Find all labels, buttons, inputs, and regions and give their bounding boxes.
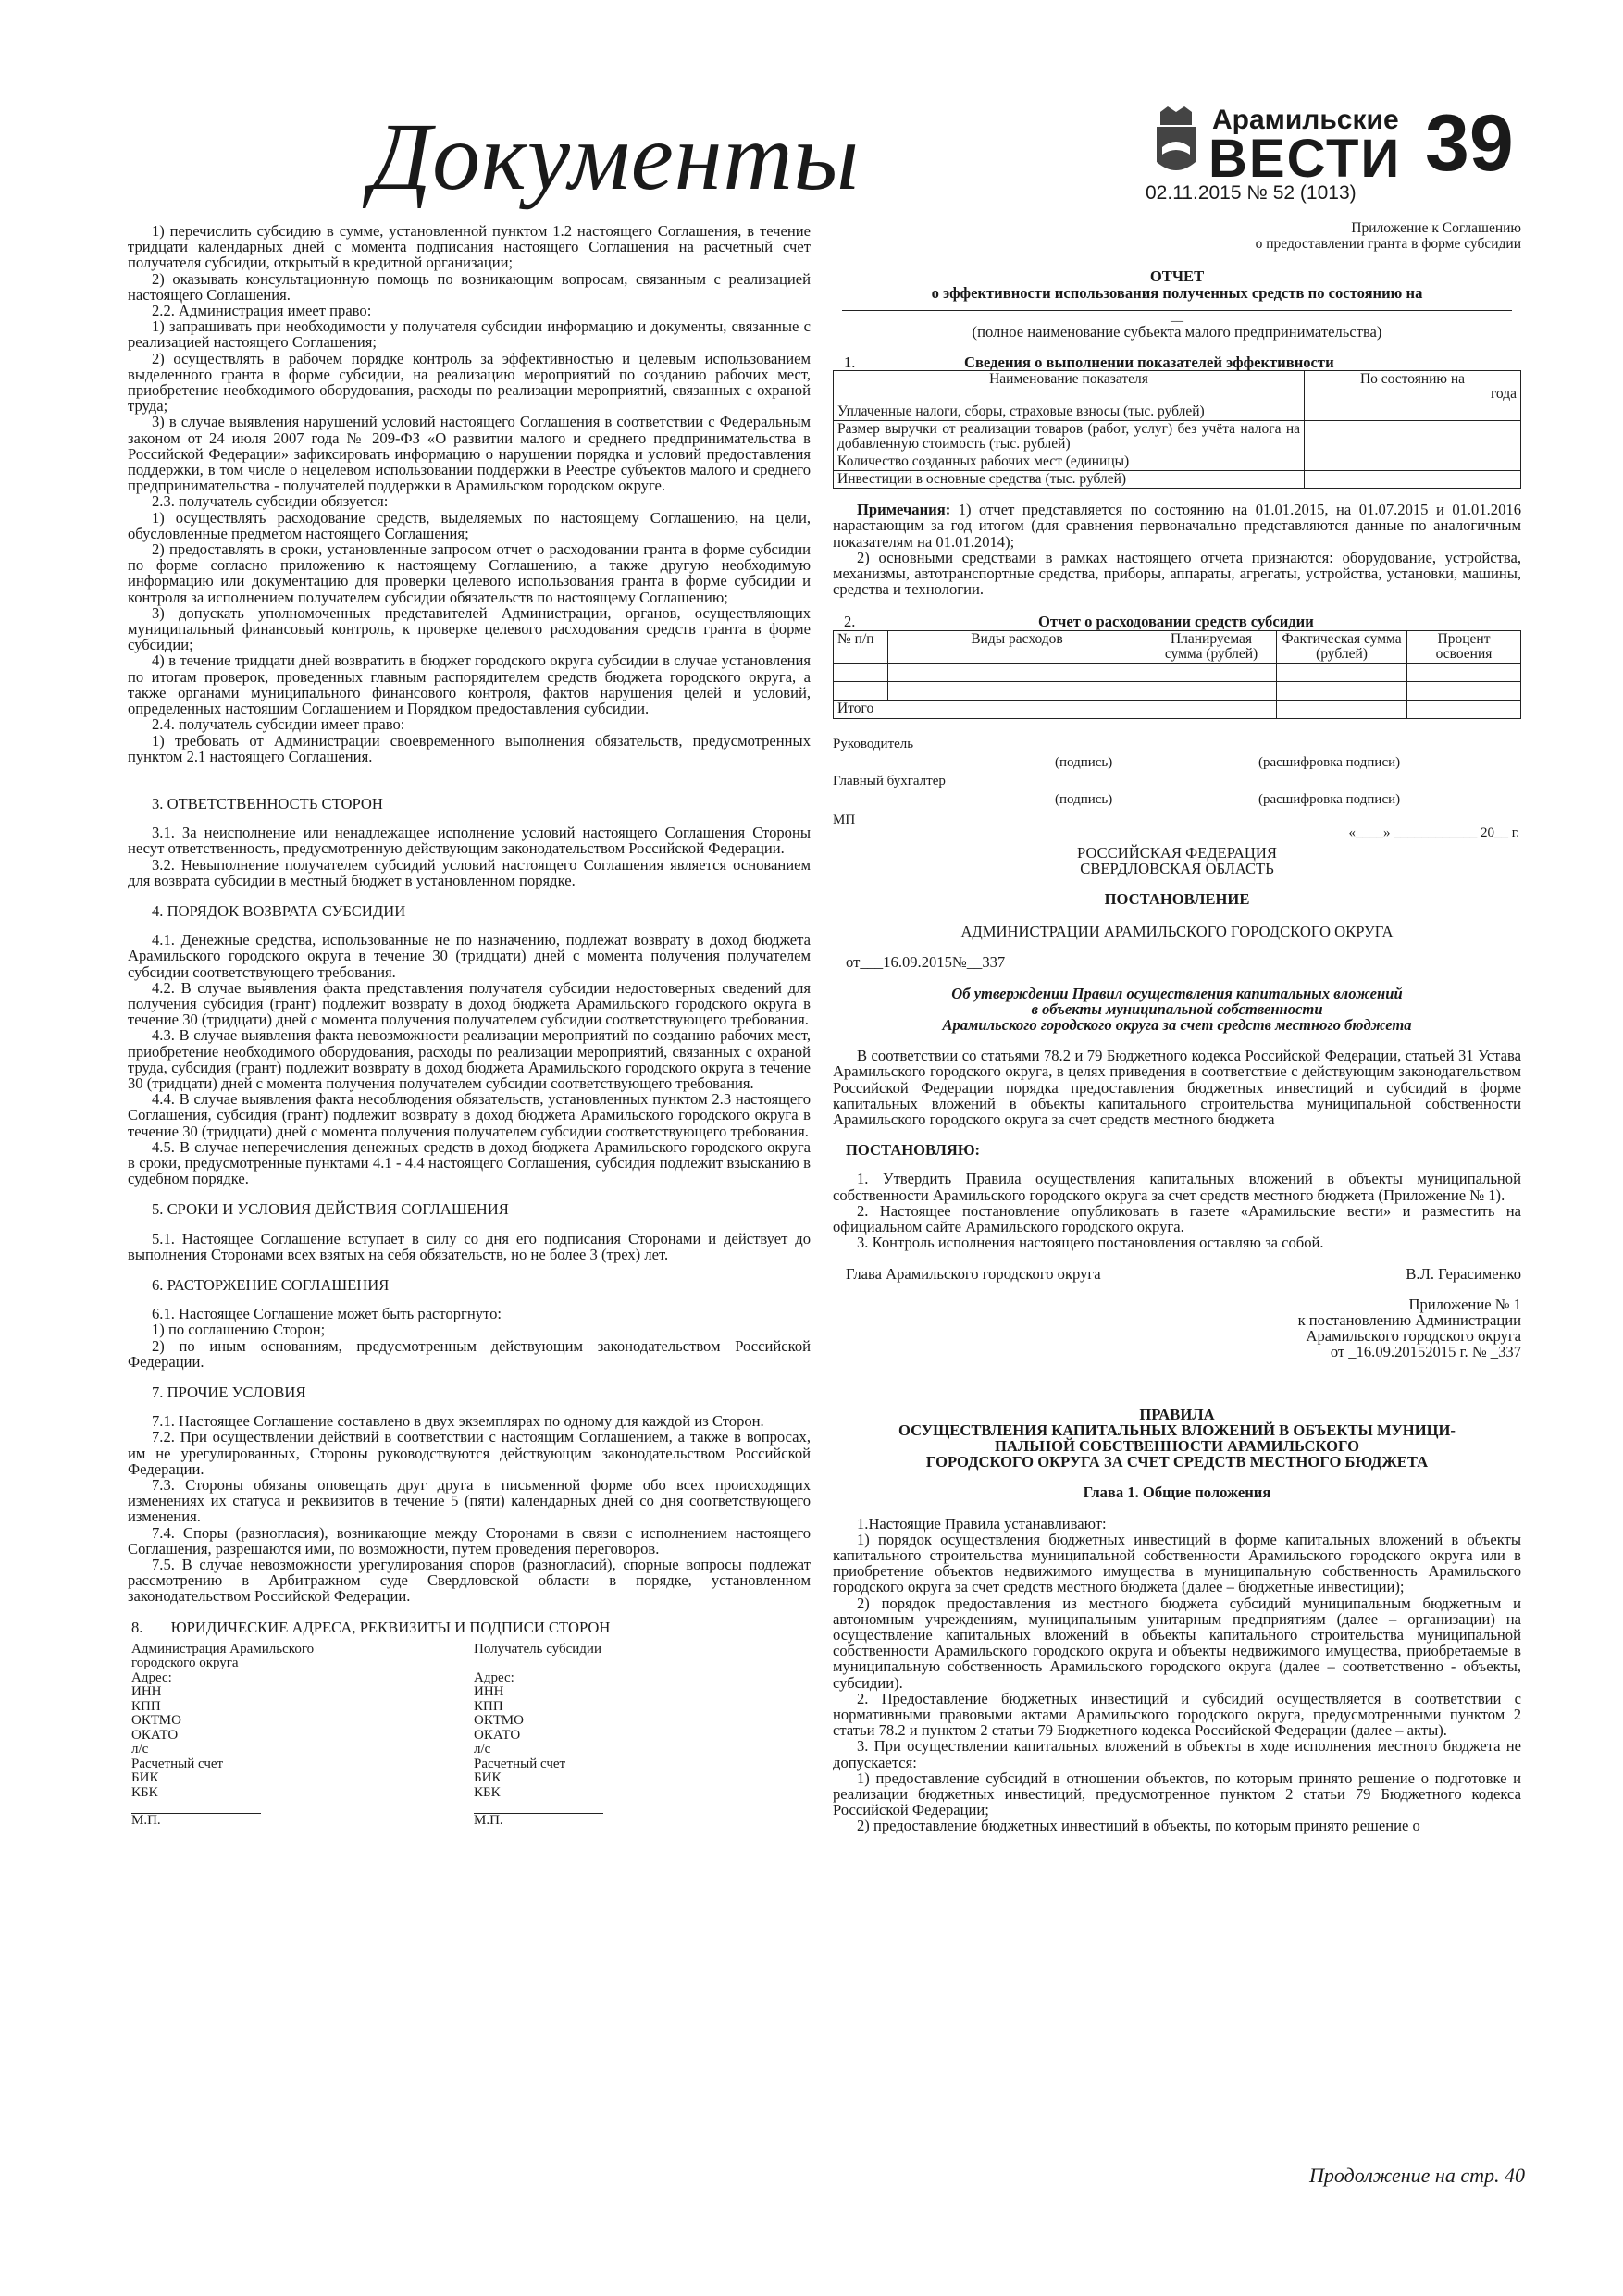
table-cell[interactable] bbox=[1277, 700, 1407, 718]
req-line: Адрес: bbox=[131, 1669, 172, 1685]
table-row bbox=[834, 700, 1521, 718]
table-row bbox=[834, 630, 1521, 663]
paragraph: 1) запрашивать при необходимости у получателя субсидии информацию и документы, связанные с реализацией настоящего Соглашения; bbox=[128, 317, 811, 352]
rules-title: ОСУЩЕСТВЛЕНИЯ КАПИТАЛЬНЫХ ВЛОЖЕНИЙ В ОБЪЕКТЫ МУНИЦИ- bbox=[898, 1421, 1456, 1439]
table-row bbox=[834, 421, 1521, 453]
table-cell[interactable] bbox=[1407, 663, 1521, 681]
signature-label: Руководитель bbox=[833, 736, 914, 751]
paragraph: 2.3. получатель субсидии обязуется: bbox=[152, 492, 389, 511]
signature-caption: (подпись) bbox=[1055, 754, 1113, 770]
paragraph: 6.1. Настоящее Соглашение может быть расторгнуто: bbox=[152, 1305, 502, 1323]
table-header-cell bbox=[1305, 371, 1521, 403]
rules-title: ПРАВИЛА bbox=[1139, 1405, 1215, 1423]
signature-row bbox=[833, 1266, 1521, 1282]
signature-caption: (расшифровка подписи) bbox=[1258, 791, 1401, 807]
page-number: 39 bbox=[1425, 99, 1514, 188]
paragraph: 1) требовать от Администрации своевременного выполнения обязательств, предусмотренных пунктом 2.1 настоящего Соглашения. bbox=[128, 731, 811, 765]
table-cell[interactable] bbox=[1277, 663, 1407, 681]
logo-small-text: Арамильские bbox=[1212, 105, 1399, 135]
table-number: 2. bbox=[844, 613, 856, 631]
table-row bbox=[834, 371, 1521, 403]
paragraph: 4.1. Денежные средства, использованные не по назначению, подлежат возврату в доход бюджета Арамильского городского округа в течение 30 (тридцати) дней с момента получения получателем субсидии соответствующего требования. bbox=[128, 931, 811, 981]
table-cell[interactable] bbox=[1277, 681, 1407, 700]
table-header-cell: № п/п bbox=[834, 630, 888, 663]
paragraph: 1) осуществлять расходование средств, выделяемых по настоящему Соглашению, на цели, обусловленные предметом настоящего Соглашения; bbox=[128, 508, 811, 542]
annex-line: о предоставлении гранта в форме субсидии bbox=[1255, 236, 1521, 253]
paragraph: 2) оказывать консультационную помощь по возникающим вопросам, связанным с реализацией настоящего Соглашения. bbox=[128, 269, 811, 304]
section-heading: 6. РАСТОРЖЕНИЕ СОГЛАШЕНИЯ bbox=[152, 1275, 390, 1294]
table-cell[interactable] bbox=[1305, 453, 1521, 471]
table-cell: Инвестиции в основные средства (тыс. рублей) bbox=[834, 471, 1305, 489]
paragraph: 3) допускать уполномоченных представителей Администрации, органов, осуществляющих муниципальный финансовый контроль, к проверке целевого расходования средств гранта в форме субсидии; bbox=[128, 603, 811, 654]
table-cell[interactable] bbox=[834, 663, 888, 681]
table-cell[interactable] bbox=[1305, 403, 1521, 421]
stamp-label: М.П. bbox=[474, 1813, 503, 1829]
country-heading: РОССИЙСКАЯ ФЕДЕРАЦИЯ bbox=[1077, 843, 1277, 862]
req-line: ИНН bbox=[131, 1684, 162, 1700]
table-header-cell: Наименование показателя bbox=[834, 371, 1305, 403]
req-line: л/с bbox=[131, 1742, 149, 1757]
req-line: БИК bbox=[131, 1770, 159, 1786]
paragraph: 5.1. Настоящее Соглашение вступает в силу со дня его подписания Сторонами и действует до выполнения Сторонами всех взятых на себя обязательств, но не более 3 (трех) лет. bbox=[128, 1229, 811, 1263]
req-line: БИК bbox=[474, 1770, 502, 1786]
paragraph: 4.3. В случае выявления факта невозможности реализации мероприятий по созданию рабочих мест, приобретение необходимого оборудования, расходы по реализации мероприятий, связанных с охраной труда, субсидия (грант) подлежит возврату в доход бюджета Арамильского городского округа в течение 30 (тридцати) дней с момента получения получателем субсидии соответствующего требования. bbox=[128, 1026, 811, 1092]
rules-title: ПАЛЬНОЙ СОБСТВЕННОСТИ АРАМИЛЬСКОГО bbox=[994, 1436, 1360, 1455]
paragraph: 4.4. В случае выявления факта несоблюдения обязательств, установленных пунктом 2.3 настоящего Соглашения, субсидия (грант) подлежит возврату в доход бюджета Арамильского городского округа в течение 30 (тридцати) дней с момента получения получателем субсидии соответствующего требования. bbox=[128, 1090, 811, 1140]
table-cell[interactable] bbox=[888, 663, 1146, 681]
table-cell[interactable] bbox=[1146, 700, 1277, 718]
paragraph: 7.5. В случае невозможности урегулирования споров (разногласий), спорные вопросы подлежат рассмотрению в Арбитражном суде Свердловской области в порядке, установленном законодательством Российской Федерации. bbox=[128, 1556, 811, 1606]
paragraph: 7.3. Стороны обязаны оповещать друг друга в письменной форме обо всех происходящих изменениях их статуса и реквизитов в течение 5 (пяти) календарных дней со дня соответствующего изменения. bbox=[128, 1476, 811, 1526]
table-title: Сведения о выполнении показателей эффективности bbox=[964, 354, 1334, 372]
table-row bbox=[834, 663, 1521, 681]
right-column bbox=[833, 220, 1521, 1834]
req-line: Расчетный счет bbox=[131, 1756, 224, 1771]
annex-line: Приложение к Соглашению bbox=[1351, 220, 1521, 236]
note-label: Примечания: bbox=[857, 501, 951, 519]
rules-title: ГОРОДСКОГО ОКРУГА ЗА СЧЕТ СРЕДСТВ МЕСТНОГО БЮДЖЕТА bbox=[925, 1453, 1429, 1471]
table-header-cell: Процент освоения bbox=[1407, 630, 1521, 663]
signature-line bbox=[131, 1800, 261, 1814]
table-cell: Уплаченные налоги, сборы, страховые взносы (тыс. рублей) bbox=[834, 403, 1305, 421]
req-line: Адрес: bbox=[474, 1669, 514, 1685]
section-title: Документы bbox=[370, 104, 861, 210]
paragraph: 3.2. Невыполнение получателем субсидий условий настоящего Соглашения является основанием для возврата субсидии в местный бюджет в установленном порядке. bbox=[128, 855, 811, 889]
table-cell[interactable] bbox=[1146, 663, 1277, 681]
req-line: Расчетный счет bbox=[474, 1756, 566, 1771]
table-cell[interactable] bbox=[1305, 471, 1521, 489]
table-cell[interactable] bbox=[888, 681, 1146, 700]
paragraph: 2.4. получатель субсидии имеет право: bbox=[152, 715, 405, 734]
table-header-cell: Виды расходов bbox=[888, 630, 1146, 663]
paragraph: 2) предоставлять в сроки, установленные запросом отчет о расходовании гранта в форме субсидии по форме согласно приложению к настоящему Соглашению, а также другую необходимую информацию или документацию для проверки целевого использования гранта в форме субсидии и контроля за исполнением получателем субсидии обязательств по настоящему Соглашению; bbox=[128, 540, 811, 606]
table1-caption bbox=[833, 354, 1521, 370]
table-row bbox=[834, 453, 1521, 471]
section-heading: 3. ОТВЕТСТВЕННОСТЬ СТОРОН bbox=[152, 794, 383, 813]
header-line: По состоянию на bbox=[1359, 371, 1466, 388]
req-line: ОКАТО bbox=[131, 1727, 179, 1743]
paragraph: 7.2. При осуществлении действий в соответствии с настоящим Соглашением, а также в вопросах, им не урегулированных, Стороны руководствуются действующим законодательством Российской Федерации. bbox=[128, 1428, 811, 1478]
table-cell: Количество созданных рабочих мест (единицы) bbox=[834, 453, 1305, 471]
note-text: 1) отчет представляется по состоянию на 01.01.2015, на 01.07.2015 и 01.01.2016 нарастающим за год итогом (для сравнения первоначально представляются данные по аналогичным показателям на 01.01.2014); bbox=[833, 501, 1521, 551]
paragraph: 2) предоставление бюджетных инвестиций в объекты, по которым принято решение о bbox=[857, 1817, 1420, 1835]
decree-subject: Об утверждении Правил осуществления капитальных вложений bbox=[951, 984, 1403, 1002]
section-heading bbox=[128, 1620, 811, 1635]
paragraph: 3.1. За неисполнение или ненадлежащее исполнение условий настоящего Соглашения Стороны несут ответственность, предусмотренную действующим законодательством Российской Федерации. bbox=[128, 824, 811, 858]
table-header-cell: Планируемая сумма (рублей) bbox=[1146, 630, 1277, 663]
signature-label: Главный бухгалтер bbox=[833, 773, 946, 788]
table-cell[interactable] bbox=[1305, 421, 1521, 453]
signature-caption: (расшифровка подписи) bbox=[1258, 754, 1401, 770]
req-line: ОКТМО bbox=[131, 1713, 181, 1729]
appendix-line: Приложение № 1 bbox=[1408, 1295, 1521, 1313]
paragraph: 3. Контроль исполнения настоящего постановления оставляю за собой. bbox=[857, 1234, 1324, 1252]
report-title: ОТЧЕТ bbox=[1149, 267, 1205, 286]
table-header-cell: Фактическая сумма (рублей) bbox=[1277, 630, 1407, 663]
decree-title: ПОСТАНОВЛЕНИЕ bbox=[1104, 890, 1250, 909]
decree-subject: в объекты муниципальной собственности bbox=[1031, 999, 1323, 1018]
req-line: Администрация Арамильского bbox=[131, 1641, 315, 1657]
paragraph: 1) перечислить субсидию в сумме, установленной пунктом 1.2 настоящего Соглашения, в течение тридцати календарных дней с момента подписания настоящего Соглашения на расчетный счет получателя субсидии, открытый в кредитной организации; bbox=[128, 222, 811, 272]
table-cell: Итого bbox=[834, 700, 1146, 718]
req-line: городского округа bbox=[131, 1656, 239, 1671]
req-line: КПП bbox=[474, 1698, 503, 1714]
appendix-line: к постановлению Администрации bbox=[1297, 1310, 1521, 1329]
decree-subject: Арамильского городского округа за счет средств местного бюджета bbox=[942, 1016, 1412, 1035]
section-heading: 7. ПРОЧИЕ УСЛОВИЯ bbox=[152, 1384, 306, 1401]
issue-info: 02.11.2015 № 52 (1013) bbox=[1146, 182, 1357, 204]
section-heading: 4. ПОРЯДОК ВОЗВРАТА СУБСИДИИ bbox=[152, 901, 406, 920]
table-row bbox=[834, 681, 1521, 700]
decree-date: от___16.09.2015№__337 bbox=[846, 953, 1006, 972]
header-line: года bbox=[1490, 386, 1517, 403]
paragraph: 4.2. В случае выявления факта представления получателя субсидии недостоверных сведений для получения субсидия (грант) подлежит возврату в доход бюджета Арамильского городского округа в течение 30 (тридцати) дней с момента получения получателем субсидии соответствующего требования. bbox=[128, 978, 811, 1029]
blank-dash: __ bbox=[1171, 309, 1183, 324]
req-line: ИНН bbox=[474, 1684, 504, 1700]
req-line: Получатель субсидии bbox=[474, 1641, 601, 1657]
table-title: Отчет о расходовании средств субсидии bbox=[1038, 613, 1314, 631]
note-paragraph bbox=[833, 502, 1521, 550]
table-row bbox=[834, 403, 1521, 421]
newspaper-logo bbox=[1146, 105, 1402, 189]
table-cell[interactable] bbox=[1146, 681, 1277, 700]
table-cell: Размер выручки от реализации товаров (работ, услуг) без учёта налога на добавленную стоимость (тыс. рублей) bbox=[834, 421, 1305, 453]
administration-heading: АДМИНИСТРАЦИИ АРАМИЛЬСКОГО ГОРОДСКОГО ОКРУГА bbox=[960, 923, 1394, 941]
chapter-heading: Глава 1. Общие положения bbox=[1083, 1483, 1271, 1502]
table-cell[interactable] bbox=[1407, 700, 1521, 718]
indicators-table bbox=[833, 370, 1521, 489]
req-line: ОКАТО bbox=[474, 1727, 521, 1743]
requisites-recipient bbox=[474, 1643, 751, 1829]
requisites-block bbox=[128, 1643, 811, 1829]
stamp-label: М.П. bbox=[131, 1813, 161, 1829]
table-cell[interactable] bbox=[1407, 681, 1521, 700]
head-title: Глава Арамильского городского округа bbox=[846, 1264, 1101, 1283]
region-heading: СВЕРДЛОВСКАЯ ОБЛАСТЬ bbox=[1080, 859, 1274, 877]
signature-caption: (подпись) bbox=[1055, 791, 1113, 807]
section-title-text: ЮРИДИЧЕСКИЕ АДРЕСА, РЕКВИЗИТЫ И ПОДПИСИ СТОРОН bbox=[170, 1618, 611, 1636]
paragraph: 4.5. В случае неперечисления денежных средств в доход бюджета Арамильского городского округа в сроки, предусмотренные пунктами 4.1 - 4.4 настоящего Соглашения, субсидия подлежит взысканию в судебном порядке. bbox=[128, 1137, 811, 1188]
paragraph: 1) предоставление субсидий в отношении объектов, по которым принято решение о подготовке и реализации бюджетных инвестиций, предусмотренное пунктом 2 статьи 79 Бюджетного кодекса Российской Федерации; bbox=[833, 1769, 1521, 1819]
expenses-table bbox=[833, 630, 1521, 719]
city-crest-icon bbox=[1151, 105, 1201, 182]
logo-big-text: ВЕСТИ bbox=[1208, 129, 1402, 189]
requisites-admin bbox=[131, 1643, 400, 1829]
req-line bbox=[474, 1657, 751, 1671]
paragraph: 7.1. Настоящее Соглашение составлено в двух экземплярах по одному для каждой из Сторон. bbox=[152, 1412, 764, 1431]
preamble: В соответствии со статьями 78.2 и 79 Бюджетного кодекса Российской Федерации, статьей 31 Устава Арамильского городского округа, в целях приведения в соответствие с действующим законодательством Российской Федерации порядка предоставления бюджетных инвестиций и субсидий в форме капитальных вложений в объекты капитального строительства муниципальной собственности Арамильского городского округа за счет средств местного бюджета bbox=[833, 1047, 1521, 1129]
paragraph: 3. При осуществлении капитальных вложений в объекты в ходе исполнения местного бюджета не допускается: bbox=[833, 1737, 1521, 1771]
paragraph: 1) по соглашению Сторон; bbox=[152, 1321, 326, 1339]
paragraph: 2. Предоставление бюджетных инвестиций и субсидий осуществляется в соответствии с нормативными правовыми актами Арамильского городского округа, предусмотренными пунктом 2 статьи 78.2 и пунктом 2 статьи 79 Бюджетного кодекса Российской Федерации (далее – акты). bbox=[833, 1689, 1521, 1740]
req-line: л/с bbox=[474, 1742, 491, 1757]
resolve-heading: ПОСТАНОВЛЯЮ: bbox=[846, 1141, 981, 1160]
continued-note[interactable]: Продолжение на стр. 40 bbox=[1309, 2164, 1525, 2187]
paragraph: 2. Настоящее постановление опубликовать в газете «Арамильские вести» и разместить на официальном сайте Арамильского городского округа. bbox=[833, 1201, 1521, 1236]
req-line: КПП bbox=[131, 1698, 161, 1714]
signatures-block bbox=[833, 738, 1521, 841]
paragraph: 2) порядок предоставления из местного бюджета субсидий муниципальным бюджетным и автономным учреждениям, муниципальным унитарным предприятиям (далее – организации) на осуществление капитальных вложений в объекты капитального строительства муниципальной собственности Арамильского городского округа и объекты недвижимого имущества, приобретаемые в муниципальную собственность Арамильского городского округа (далее – соответственно - объекты, субсидии). bbox=[833, 1594, 1521, 1692]
req-line: ОКТМО bbox=[474, 1713, 524, 1729]
paragraph: 1.Настоящие Правила устанавливают: bbox=[857, 1514, 1107, 1533]
table-row bbox=[834, 471, 1521, 489]
req-line: КБК bbox=[131, 1784, 158, 1800]
paragraph: 2.2. Администрация имеет право: bbox=[152, 302, 372, 320]
section-heading: 5. СРОКИ И УСЛОВИЯ ДЕЙСТВИЯ СОГЛАШЕНИЯ bbox=[152, 1200, 509, 1219]
paragraph: 3) в случае выявления нарушений условий настоящего Соглашения в соответствии с Федеральным законом от 24 июля 2007 года № 209-ФЗ «О развитии малого и среднего предпринимательства в Российской Федерации» зафиксировать информацию о нарушении порядка и условий предоставления поддержки, в том числе о нецелевом использовании поддержки в Реестре субъектов малого и среднего предпринимательства - получателей поддержки в Арамильском городском округе. bbox=[128, 413, 811, 495]
table-cell[interactable] bbox=[834, 681, 888, 700]
appendix-line: от _16.09.20152015 г. № _337 bbox=[1330, 1343, 1521, 1361]
paragraph: 4) в течение тридцати дней возвратить в бюджет городского округа субсидии в случае установления по итогам проверок, проведенных главным распорядителем средств бюджета городского округа, а также органами муниципального финансового контроля, фактов нарушения целей и условий, определенных настоящим Соглашением и Порядком предоставления субсидии. bbox=[128, 652, 811, 718]
paragraph: 2) осуществлять в рабочем порядке контроль за эффективностью и целевым использованием выделенного гранта в форме субсидии, на реализацию мероприятий по созданию рабочих мест, приобретение необходимого оборудования, расходы по реализации мероприятий, связанных с охраной труда; bbox=[128, 349, 811, 416]
paragraph: 1. Утвердить Правила осуществления капитальных вложений в объекты муниципальной собственности Арамильского городского округа за счет средств местного бюджета (Приложение № 1). bbox=[833, 1170, 1521, 1204]
head-name: В.Л. Герасименко bbox=[1406, 1264, 1521, 1283]
report-subtitle: о эффективности использования полученных средств по состоянию на bbox=[931, 283, 1423, 302]
paragraph: 1) порядок осуществления бюджетных инвестиций в форме капитальных вложений в объекты капитального строительства муниципальной собственности Арамильского городского округа или в приобретение объектов недвижимого имущества в муниципальную собственность Арамильского городского округа за счет средств местного бюджета (далее – бюджетные инвестиции); bbox=[833, 1530, 1521, 1596]
left-column bbox=[128, 223, 811, 1829]
req-line: КБК bbox=[474, 1784, 501, 1800]
stamp-label: МП bbox=[833, 812, 856, 827]
date-line: «____» ____________ 20__ г. bbox=[1348, 825, 1519, 840]
table-number: 1. bbox=[844, 354, 856, 372]
appendix-line: Арамильского городского округа bbox=[1306, 1327, 1521, 1346]
section-number: 8. bbox=[131, 1618, 143, 1636]
note-paragraph: 2) основными средствами в рамках настоящего отчета признаются: оборудование, устройства, механизмы, автотранспортные средства, приборы, аппараты, агрегаты, устройства, установки, машины, средства и технологии. bbox=[833, 548, 1521, 599]
paragraph: 2) по иным основаниям, предусмотренным действующим законодательством Российской Федерации. bbox=[128, 1336, 811, 1371]
entity-caption: (полное наименование субъекта малого предпринимательства) bbox=[972, 322, 1382, 341]
signature-line bbox=[474, 1800, 603, 1814]
paragraph: 7.4. Споры (разногласия), возникающие между Сторонами в связи с исполнением настоящего Соглашения, разрешаются ими, по возможности, путем проведения переговоров. bbox=[128, 1523, 811, 1558]
table2-caption bbox=[833, 614, 1521, 629]
